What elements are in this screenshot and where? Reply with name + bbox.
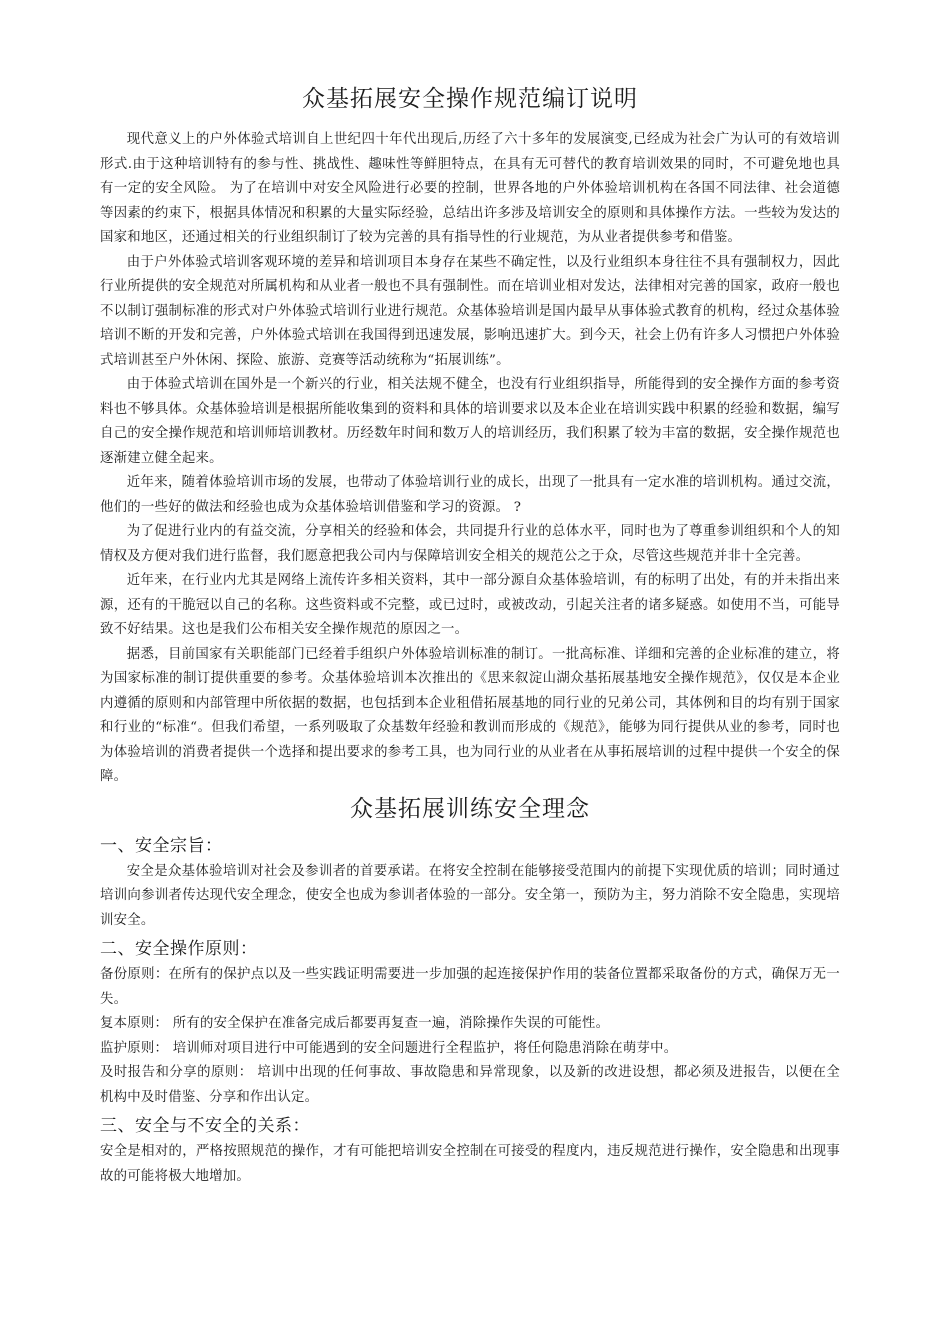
principle-item: 及时报告和分享的原则： 培训中出现的任何事故、事故隐患和异常现象，以及新的改进设想，都必须及进报告，以便在全机构中及时借鉴、分享和作出认定。 [100,1065,840,1105]
safety-relationship-heading: 三、安全与不安全的关系： [100,1116,310,1136]
intro-paragraph: 由于户外体验式培训客观环境的差异和培训项目本身存在某些不确定性，以及行业组织本身往往不具有强制权力，因此行业所提供的安全规范对所属机构和从业者一般也不具有强制性。而在培训业相对发达，法律相对完善的国家，政府一般也不以制订强制标准的形式对户外体验式培训行业进行规范。众基体验培训是国内最早从事体验式教育的机构，经过众基体验培训不断的开发和完善，户外体验式培训在我国得到迅速发展，影响迅速扩大。到今天，社会上仍有许多人习惯把户外体验式培训甚至户外休闲、探险、旅游、竞赛等活动统称为“拓展训练”。 [100,254,840,368]
safety-purpose-text: 安全是众基体验培训对社会及参训者的首要承诺。在将安全控制在能够接受范围内的前提下实现优质的培训；同时通过培训向参训者传达现代安全理念，使安全也成为参训者体验的一部分。安全第一，预防为主，努力消除不安全隐患，实现培训安全。 [100,863,840,928]
principle-item: 复本原则： 所有的安全保护在准备完成后都要再复查一遍，消除操作失误的可能性。 [100,1016,610,1031]
safety-purpose-heading: 一、安全宗旨： [100,835,223,856]
safety-relationship-text: 安全是相对的，严格按照规范的操作，才有可能把培训安全控制在可接受的程度内，违反规范进行操作，安全隐患和出现事故的可能将极大地增加。 [100,1144,840,1184]
document-page [100,84,840,1189]
principle-item: 监护原则： 培训师对项目进行中可能遇到的安全问题进行全程监护，将任何隐患消除在萌芽中。 [100,1040,678,1056]
intro-paragraph: 近年来，在行业内尤其是网络上流传许多相关资料，其中一部分源自众基体验培训，有的标明了出处，有的并未指出来源，还有的干脆冠以自己的名称。这些资料或不完整，或已过时，或被改动，引起关注者的诸多疑惑。如使用不当，可能导致不好结果。这也是我们公布相关安全操作规范的原因之一。 [100,573,840,637]
concept-title: 众基拓展训练安全理念 [350,795,590,822]
intro-paragraph: 由于体验式培训在国外是一个新兴的行业，相关法规不健全，也没有行业组织指导，所能得到的安全操作方面的参考资料也不够具体。众基体验培训是根据所能收集到的资料和具体的培训要求以及本企业在培训实践中积累的经验和数据，编写自己的安全操作规范和培训师培训教材。历经数年时间和数万人的培训经历，我们积累了较为丰富的数据，安全操作规范也逐渐建立健全起来。 [100,377,840,466]
intro-paragraph: 据悉，目前国家有关职能部门已经着手组织户外体验培训标准的制订。一批高标准、详细和完善的企业标准的建立，将为国家标准的制订提供重要的参考。众基体验培训本次推出的《思来叙淀山湖众基拓展基地安全操作规范》，仅仅是本企业内遵循的原则和内部管理中所依据的数据，也包括到本企业租借拓展基地的同行业的兄弟公司，其体例和目的均有别于国家和行业的“标准“。但我们希望，一系列吸取了众基数年经验和教训而形成的《规范》，能够为同行提供从业的参考，同时也为体验培训的消费者提供一个选择和提出要求的参考工具，也为同行业的从业者在从事拓展培训的过程中提供一个安全的保障。 [100,646,840,784]
safety-principles-heading: 二、安全操作原则： [100,939,258,959]
document-title: 众基拓展安全操作规范编订说明 [302,86,638,112]
intro-paragraph: 现代意义上的户外体验式培训自上世纪四十年代出现后,历经了六十多年的发展演变,已经成为社会广为认可的有效培训形式.由于这种培训特有的参与性、挑战性、趣味性等鲜胆特点，在具有无可替代的教育培训效果的同时，不可避免地也具有一定的安全风险。 为了在培训中对安全风险进行必要的控制，世界各地的户外体验培训机构在各国不同法律、社会道德等因素的约束下，根据具体情况和积累的大量实际经验，总结出许多涉及培训安全的原则和具体操作方法。一些较为发达的国家和地区，还通过相关的行业组织制订了较为完善的具有指导性的行业规范，为从业者提供参考和借鉴。 [100,132,840,245]
intro-paragraph: 近年来，随着体验培训市场的发展，也带动了体验培训行业的成长，出现了一批具有一定水准的培训机构。通过交流，他们的一些好的做法和经验也成为众基体验培训借鉴和学习的资源。 ? [100,475,840,515]
principle-item: 备份原则：在所有的保护点以及一些实践证明需要进一步加强的起连接保护作用的装备位置都采取备份的方式，确保万无一失。 [100,967,840,1007]
intro-paragraph: 为了促进行业内的有益交流，分享相关的经验和体会，共同提升行业的总体水平，同时也为了尊重参训组织和个人的知情权及方便对我们进行监督，我们愿意把我公司内与保障培训安全相关的规范公之于众，尽管这些规范并非十全完善。 [100,524,840,564]
